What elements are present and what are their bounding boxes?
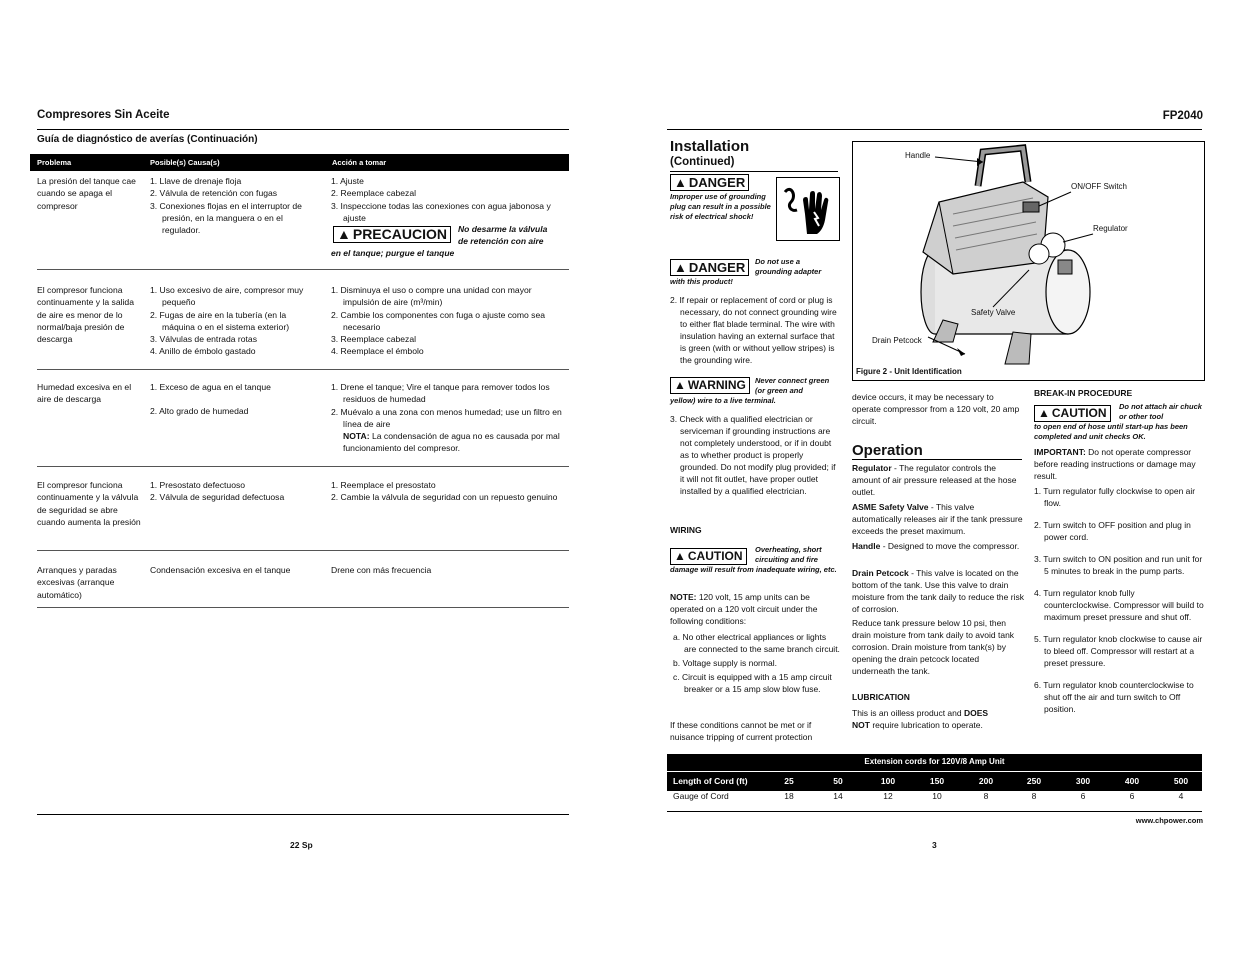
install-item-3: 3. Check with a qualified electrician or serviceman if grounding instructions are not completely understood, or if in doubt as to whether product is properly grounded. Do not modify plug provided; if it will not fit outlet, have proper outlet installed by a qualified electrician. [670,414,836,496]
operation-asme: ASME Safety Valve - This valve automatically releases air if the tank pressure exceeds the preset maximum. [852,502,1023,536]
installation-title: Installation [670,138,750,155]
list-item: 3. Válvulas de entrada rotas [150,334,258,345]
list-item: b. Voltage supply is normal. [673,658,777,668]
conditions-list [673,631,840,695]
row-divider [37,550,569,551]
caution-text-2b: to open end of hose until start-up has been completed and unit checks OK. [1034,422,1188,441]
warning-text-a: Never connect green (or green and [755,376,830,395]
breakin-title: BREAK-IN PROCEDURE [1034,388,1133,398]
danger-text-1: Improper use of grounding plug can result in a possible risk of electrical shock! [670,192,771,221]
list-item: 5. Turn regulator knob clockwise to cause air to bleed off. Compressor will restart at a preset pressure. [1034,634,1203,668]
precaution-text-line3: en el tanque; purgue el tanque [331,248,455,258]
precaution-text: No desarme la válvula de retención con aire [458,224,548,246]
section-rule [852,459,1022,460]
install-item-2: 2. If repair or replacement of cord or plug is necessary, do not connect grounding wire to either flat blade terminal. The wire with insulation having an external surface that is green (with or without yellow stripes) is the grounding wire. [670,295,837,365]
gauge-cell: 14 [833,791,843,801]
list-item: 2. Válvula de seguridad defectuosa [150,492,285,503]
figure-unit-identification [852,141,1205,381]
row4-problem: El compresor funciona continuamente y la válvula de seguridad se abre cuando aumenta la presión [37,480,141,527]
breakin-steps [1034,485,1204,715]
operation-title: Operation [852,442,923,459]
operation-regulator: Regulator - The regulator controls the amount of air pressure released at the hose outlet. [852,463,1017,497]
extension-cord-table-header [667,754,1202,791]
list-item: 1. Reemplace el presostato [331,480,436,490]
gauge-cell: 10 [932,791,942,801]
length-cell: 400 [1124,776,1140,786]
list-item: 2. Válvula de retención con fugas [150,188,278,199]
list-item: 2. Cambie la válvula de seguridad con un repuesto genuino [331,492,558,503]
warning-triangle-icon: ▲ [674,260,687,275]
list-item: 1. Drene el tanque; Vire el tanque para remover todos los residuos de humedad [331,382,550,405]
length-cell: 250 [1026,776,1042,786]
length-cell: 25 [784,776,794,786]
website-url: www.chpower.com [1135,816,1203,825]
precaution-label: ▲ PRECAUCION [333,226,451,243]
row1-actions [331,175,569,224]
footer-rule-right [667,811,1202,812]
operation-handle: Handle - Designed to move the compressor. [852,541,1020,551]
section-rule [670,171,838,172]
list-item: 4. Anillo de émbolo gastado [150,346,256,357]
caution-text-1a: Overheating, short circuiting and fire [755,545,822,564]
row3-problem: Humedad excesiva en el aire de descarga [37,382,132,405]
gauge-cell: 8 [983,791,989,801]
header-rule-left [37,129,569,130]
caution-text-1b: damage will result from inadequate wiring, etc. [670,565,837,574]
danger-label-1: ▲ DANGER [670,174,749,191]
list-item: 2. Fugas de aire en la tubería (en la máquina o en el sistema exterior) [150,309,290,332]
row-divider [37,369,569,370]
list-item: 2. Muévalo a una zona con menos humedad; use un filtro en línea de aire [331,406,562,429]
length-row-label: Length of Cord (ft) [673,776,748,786]
warning-label: ▲ WARNING [670,377,750,394]
row5-actions: Drene con más frecuencia [331,565,432,575]
right-page-header: FP2040 [1162,110,1203,122]
caution-label-2: ▲ CAUTION [1034,405,1111,422]
lubrication-text: This is an oilless product and DOES NOT require lubrication to operate. [852,708,989,730]
list-item: 1. Disminuya el uso o compre una unidad con mayor impulsión de aire (m³/min) [331,285,532,308]
list-item: 6. Turn regulator knob counterclockwise to shut off the air and turn switch to Off position. [1034,680,1194,714]
list-item: a. No other electrical appliances or lights are connected to the same branch circuit. [673,632,840,654]
conditions-fallback: If these conditions cannot be met or if nuisance tripping of current protection [670,720,813,742]
header-rule-right [667,129,1202,130]
caution-text-2a: Do not attach air chuck or other tool [1119,402,1202,421]
row2-problem: El compresor funciona continuamente y la salida de aire es menor de lo normal/baja presión de descarga [37,285,134,345]
footer-rule-left [37,814,569,815]
col-header-problem: Problema [37,158,72,167]
lubrication-title: LUBRICATION [852,692,910,702]
list-item: 3. Turn switch to ON position and run unit for 5 minutes to break in the pump parts. [1034,554,1203,576]
col-header-actions: Acción a tomar [332,158,387,167]
list-item: 3. Reemplace cabezal [331,334,417,345]
gauge-cell: 12 [883,791,893,801]
warning-triangle-icon: ▲ [674,549,686,563]
list-item: 2. Alto grado de humedad [150,406,249,417]
operation-reduce: Reduce tank pressure below 10 psi, then drain moisture from tank daily to avoid tank corrosion. Drain moisture from tank(s) by opening the drain petcock located underneath the tank. [852,618,1015,676]
length-cell: 300 [1075,776,1091,786]
length-cell: 100 [880,776,896,786]
list-item: 4. Reemplace el émbolo [331,346,424,357]
gauge-cell: 4 [1178,791,1184,801]
row5-problem: Arranques y paradas excesivas (arranque automático) [37,565,117,600]
label-onoff-switch: ON/OFF Switch [1071,182,1128,191]
left-page-header: Compresores Sin Aceite [37,109,170,121]
list-item: 4. Turn regulator knob fully counterclockwise. Compressor will build to maximum preset pressure and shut off. [1034,588,1204,622]
length-cell: 500 [1173,776,1189,786]
troubleshooting-table-header [30,154,569,171]
figure-caption: Figure 2 - Unit Identification [856,367,962,376]
gauge-cell: 8 [1031,791,1037,801]
list-item: 1. Llave de drenaje floja [150,176,242,186]
operation-drain: Drain Petcock - This valve is located on the bottom of the tank. Use this valve to drain moisture from the tank daily to reduce the risk of corrosion. [852,568,1024,614]
gauge-row-label: Gauge of Cord [673,791,729,801]
danger-label-2: ▲ DANGER [670,259,749,276]
row4-actions [331,479,569,504]
col-header-causes: Posible(s) Causa(s) [150,158,220,167]
caution-label-1: ▲ CAUTION [670,548,747,565]
list-item: 2. Turn switch to OFF position and plug in power cord. [1034,520,1191,542]
list-item: 1. Exceso de agua en el tanque [150,382,271,392]
warning-triangle-icon: ▲ [337,226,351,242]
list-item: 2. Cambie los componentes con fuga o ajuste como sea necesario [331,309,546,332]
row-divider [37,269,569,270]
label-drain-petcock: Drain Petcock [872,336,922,345]
length-cell: 200 [978,776,994,786]
warning-triangle-icon: ▲ [674,175,687,190]
wiring-title: WIRING [670,525,702,535]
list-item: NOTA: La condensación de agua no es causada por mal funcionamiento del compresor. [343,431,560,454]
gauge-cell: 18 [784,791,794,801]
list-item: 1. Turn regulator fully clockwise to open air flow. [1034,486,1196,508]
list-item: 1. Presostato defectuoso [150,480,246,490]
row1-causes [150,175,320,236]
row5-causes: Condensación excesiva en el tanque [150,565,291,575]
wiring-note: NOTE: 120 volt, 15 amp units can be operated on a 120 volt circuit under the following conditions: [670,592,818,626]
row3-actions [331,381,569,455]
warning-triangle-icon: ▲ [1038,406,1050,420]
warning-triangle-icon: ▲ [674,378,686,392]
danger-text-2a: Do not use a grounding adapter [755,257,822,276]
extension-table-title: Extension cords for 120V/8 Amp Unit [864,757,1005,766]
row1-problem: La presión del tanque cae cuando se apaga el compresor [37,176,136,211]
row-divider [37,466,569,467]
row2-actions [331,284,569,358]
length-cell: 150 [929,776,945,786]
length-cell: 50 [833,776,843,786]
list-item: 3. Conexiones flojas en el interruptor de presión, en la manguera o en el regulador. [150,200,302,236]
installation-subtitle: (Continued) [670,156,735,168]
row2-causes [150,284,320,358]
device-text: device occurs, it may be necessary to operate compressor from a 120 volt, 20 amp circuit. [852,392,1020,426]
guide-title: Guía de diagnóstico de averías (Continuación) [37,134,258,145]
row3-causes [150,381,320,418]
label-safety-valve: Safety Valve [971,308,1016,317]
important-note: IMPORTANT: Do not operate compressor before reading instructions or damage may result. [1034,447,1196,481]
gauge-cell: 6 [1080,791,1086,801]
list-item: 1. Uso excesivo de aire, compresor muy pequeño [150,285,304,308]
page-number-right: 3 [932,840,937,850]
page-number-left: 22 Sp [290,840,313,850]
electrical-shock-icon [776,177,840,241]
row-divider [37,607,569,608]
label-handle: Handle [905,151,931,160]
list-item: 3. Inspeccione todas las conexiones con agua jabonosa y ajuste [331,200,551,223]
danger-text-2b: with this product! [670,277,733,286]
list-item: 1. Ajuste [331,176,364,186]
gauge-cell: 6 [1129,791,1135,801]
row4-causes [150,479,320,504]
label-regulator: Regulator [1093,224,1128,233]
list-item: c. Circuit is equipped with a 15 amp circuit breaker or a 15 amp slow blow fuse. [673,672,832,694]
list-item: 2. Reemplace cabezal [331,188,417,199]
warning-text-b: yellow) wire to a live terminal. [670,396,776,405]
